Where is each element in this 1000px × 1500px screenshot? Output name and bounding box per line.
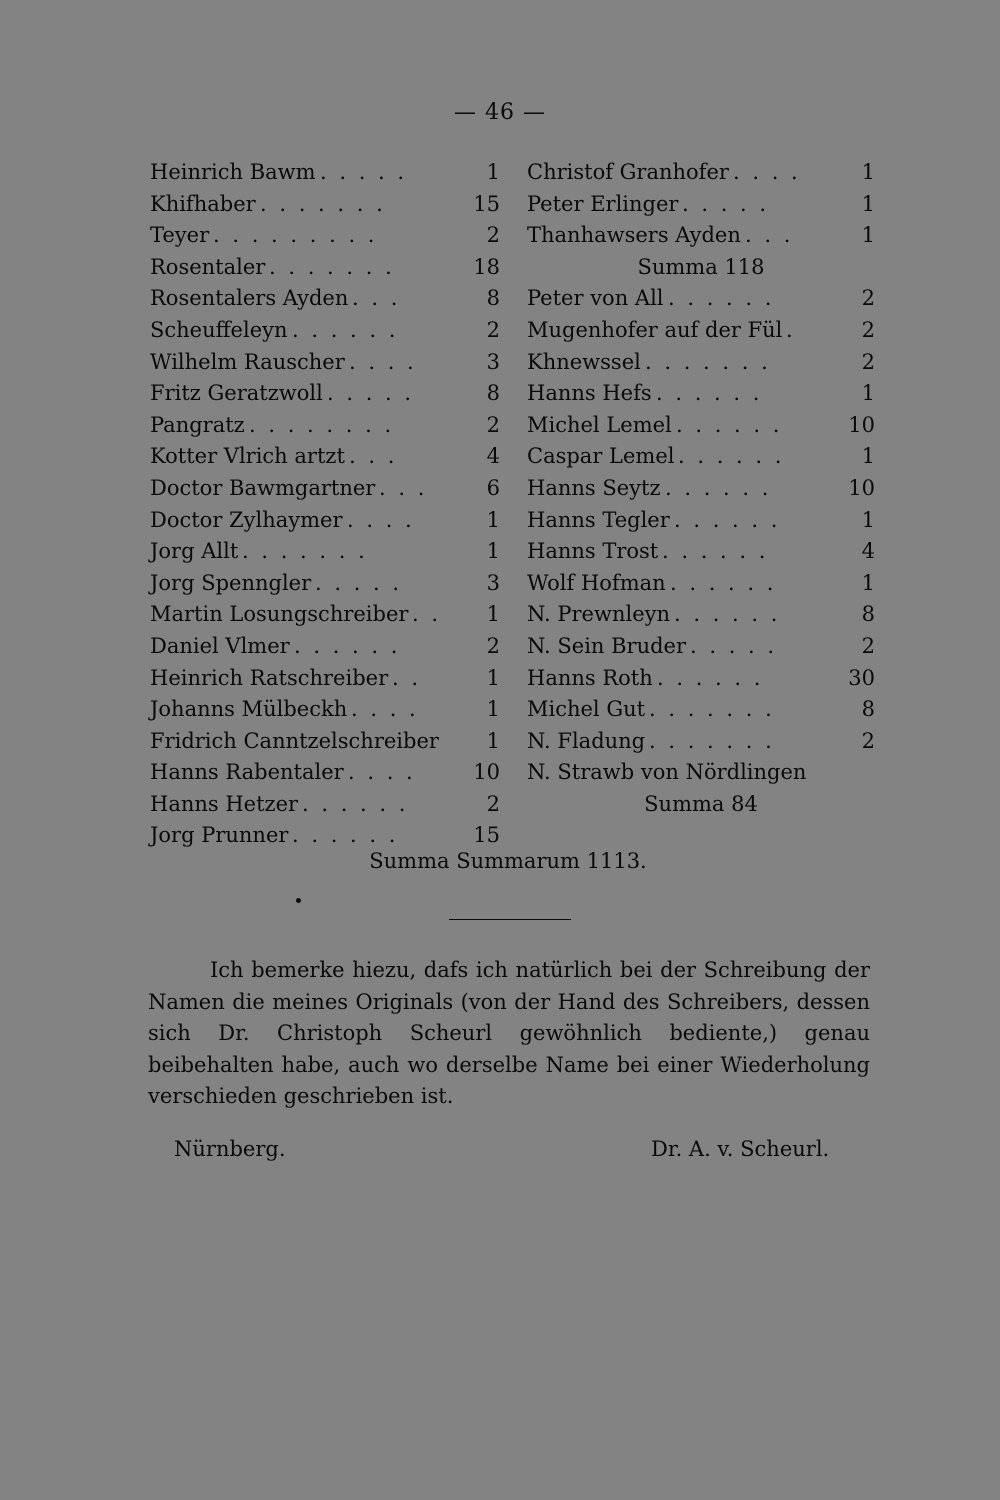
entry-name: Hanns Seytz bbox=[527, 475, 661, 500]
list-entry bbox=[527, 315, 875, 347]
list-entry bbox=[527, 283, 875, 315]
entry-name: Mugenhofer auf der Fül bbox=[527, 317, 783, 342]
entry-value: 2 bbox=[861, 317, 875, 342]
leader-dots: . . . . . . bbox=[668, 286, 775, 311]
entry-name: Jorg Allt bbox=[150, 539, 239, 564]
entry-value: 6 bbox=[486, 475, 500, 500]
entry-name: N. Strawb von Nördlingen bbox=[527, 760, 807, 785]
list-entry bbox=[527, 410, 875, 442]
list-entry bbox=[150, 757, 500, 789]
list-entry bbox=[527, 568, 875, 600]
leader-dots: . . . . . bbox=[682, 191, 770, 216]
list-entry bbox=[150, 410, 500, 442]
author-signature: Dr. A. v. Scheurl. bbox=[651, 1137, 830, 1161]
entry-value: 4 bbox=[486, 444, 500, 469]
list-entry bbox=[527, 599, 875, 631]
entry-value: 2 bbox=[486, 633, 500, 658]
entry-name: Thanhawsers Ayden bbox=[527, 223, 741, 248]
stray-dot bbox=[296, 898, 301, 903]
list-entry bbox=[150, 220, 500, 252]
list-entry bbox=[527, 378, 875, 410]
entry-value: 2 bbox=[861, 286, 875, 311]
entry-name: Hanns Trost bbox=[527, 539, 659, 564]
entry-value: 10 bbox=[848, 475, 875, 500]
grand-total: Summa Summarum 1113. bbox=[369, 849, 647, 873]
entry-name: Khifhaber bbox=[150, 191, 256, 216]
entry-name: Fritz Geratzwoll bbox=[150, 381, 323, 406]
list-entry bbox=[150, 820, 500, 852]
list-entry bbox=[527, 157, 875, 189]
list-entry bbox=[527, 347, 875, 379]
entry-name: Pangratz bbox=[150, 412, 245, 437]
entry-name: Wolf Hofman bbox=[527, 570, 666, 595]
leader-dots: . . . . . . . bbox=[260, 191, 386, 216]
entry-name: Kotter Vlrich artzt bbox=[150, 444, 345, 469]
place-of-writing: Nürnberg. bbox=[174, 1137, 286, 1161]
list-entry bbox=[150, 536, 500, 568]
leader-dots: . . . . bbox=[347, 507, 415, 532]
leader-dots: . . . . . bbox=[320, 160, 408, 184]
leader-dots: . . . . bbox=[733, 160, 801, 184]
list-entry bbox=[527, 757, 875, 789]
entry-value: 1 bbox=[861, 507, 875, 532]
entry-name: Hanns Hetzer bbox=[150, 791, 299, 816]
entry-value: 8 bbox=[486, 381, 500, 406]
leader-dots: . . . . . . bbox=[674, 602, 781, 627]
list-entry bbox=[527, 441, 875, 473]
list-entry bbox=[150, 315, 500, 347]
entry-name: Teyer bbox=[150, 223, 210, 248]
entry-value: 1 bbox=[861, 381, 875, 406]
entry-value: 3 bbox=[486, 349, 500, 374]
leader-dots: . . . . . . bbox=[292, 823, 399, 848]
list-entry bbox=[150, 505, 500, 537]
leader-dots: . . . . . . . bbox=[242, 539, 368, 564]
entry-value: 2 bbox=[861, 633, 875, 658]
entry-name: Michel Lemel bbox=[527, 412, 672, 437]
entry-value: 2 bbox=[861, 728, 875, 753]
leader-dots: . . . . . . bbox=[302, 791, 409, 816]
entry-name: N. Sein Bruder bbox=[527, 633, 687, 658]
list-entry bbox=[527, 663, 875, 695]
entry-name: Jorg Spenngler bbox=[150, 570, 312, 595]
entry-name: Scheuffeleyn bbox=[150, 317, 288, 342]
leader-dots: . . . . . bbox=[327, 381, 415, 406]
entry-value: 3 bbox=[486, 570, 500, 595]
section-divider bbox=[449, 919, 571, 920]
leader-dots: . . bbox=[392, 665, 422, 690]
subtotal-label: Summa 118 bbox=[637, 254, 765, 279]
list-entry bbox=[527, 631, 875, 663]
entry-value: 18 bbox=[473, 254, 500, 279]
list-entry bbox=[150, 789, 500, 821]
entry-name: Hanns Roth bbox=[527, 665, 653, 690]
leader-dots: . . bbox=[412, 602, 442, 627]
entry-name: Michel Gut bbox=[527, 697, 646, 722]
entry-name: Fridrich Canntzelschreiber bbox=[150, 728, 439, 753]
entry-value: 1 bbox=[486, 539, 500, 564]
leader-dots: . . . . bbox=[348, 760, 416, 785]
list-entry bbox=[527, 220, 875, 252]
entry-value: 8 bbox=[486, 286, 500, 311]
list-entry bbox=[527, 505, 875, 537]
entry-name: Heinrich Bawm bbox=[150, 160, 316, 184]
entry-name: N. Prewnleyn bbox=[527, 602, 671, 627]
leader-dots: . . . . . . bbox=[678, 444, 785, 469]
entry-name: Hanns Rabentaler bbox=[150, 760, 344, 785]
entry-name: N. Fladung bbox=[527, 728, 646, 753]
list-entry bbox=[150, 347, 500, 379]
subtotal-label: Summa 84 bbox=[644, 791, 758, 816]
leader-dots: . . . . . . bbox=[657, 665, 764, 690]
leader-dots: . . . . . bbox=[690, 633, 778, 658]
entry-value: 1 bbox=[861, 444, 875, 469]
editor-note: Ich bemerke hiezu, dafs ich natürlich bei der Schreibung der Namen die meines Originals (von der Hand des Schreibers, dessen sich Dr. Christoph Scheurl gewöhnlich bediente,) genau beibehalten habe, auch wo derselbe Name bei einer Wiederholung verschieden geschrieben ist. bbox=[148, 958, 870, 1108]
entry-name: Peter von All bbox=[527, 286, 664, 311]
entry-value: 1 bbox=[861, 570, 875, 595]
leader-dots: . . . bbox=[745, 223, 794, 248]
leader-dots: . . . bbox=[379, 475, 428, 500]
list-entry bbox=[527, 726, 875, 758]
leader-dots: . . . . bbox=[351, 697, 419, 722]
entry-name: Caspar Lemel bbox=[527, 444, 675, 469]
list-entry bbox=[150, 726, 500, 758]
list-entry bbox=[527, 189, 875, 221]
entry-name: Khnewssel bbox=[527, 349, 641, 374]
list-entry bbox=[150, 631, 500, 663]
right-name-column bbox=[527, 157, 875, 820]
entry-value: 30 bbox=[848, 665, 875, 690]
list-entry bbox=[527, 473, 875, 505]
list-entry bbox=[150, 441, 500, 473]
entry-value: 2 bbox=[486, 412, 500, 437]
column-subtotal bbox=[527, 789, 875, 821]
leader-dots: . . . . . . bbox=[662, 539, 769, 564]
entry-value: 15 bbox=[473, 191, 500, 216]
entry-value: 8 bbox=[861, 602, 875, 627]
entry-value: 1 bbox=[486, 602, 500, 627]
entry-name: Martin Losungschreiber bbox=[150, 602, 409, 627]
entry-value: 10 bbox=[473, 760, 500, 785]
entry-name: Doctor Bawmgartner bbox=[150, 475, 376, 500]
list-entry bbox=[527, 694, 875, 726]
leader-dots: . . . . . . . bbox=[645, 349, 771, 374]
list-entry bbox=[150, 157, 500, 189]
entry-value: 1 bbox=[486, 160, 500, 184]
entry-name: Peter Erlinger bbox=[527, 191, 679, 216]
list-entry bbox=[150, 599, 500, 631]
list-entry bbox=[527, 536, 875, 568]
leader-dots: . . . . . . bbox=[674, 507, 781, 532]
list-entry bbox=[150, 189, 500, 221]
entry-value: 15 bbox=[473, 823, 500, 848]
leader-dots: . . . bbox=[352, 286, 401, 311]
entry-name: Rosentalers Ayden bbox=[150, 286, 349, 311]
leader-dots: . bbox=[786, 317, 796, 342]
entry-value: 1 bbox=[861, 191, 875, 216]
entry-value: 1 bbox=[486, 728, 500, 753]
entry-value: 2 bbox=[486, 223, 500, 248]
entry-name: Daniel Vlmer bbox=[150, 633, 290, 658]
entry-name: Wilhelm Rauscher bbox=[150, 349, 345, 374]
leader-dots: . . . . . . bbox=[294, 633, 401, 658]
entry-value: 10 bbox=[848, 412, 875, 437]
entry-name: Heinrich Ratschreiber bbox=[150, 665, 389, 690]
entry-value: 1 bbox=[486, 665, 500, 690]
entry-value: 4 bbox=[861, 539, 875, 564]
leader-dots: . . . . . . . . bbox=[249, 412, 395, 437]
list-entry bbox=[150, 694, 500, 726]
list-entry bbox=[150, 473, 500, 505]
entry-value: 1 bbox=[486, 507, 500, 532]
leader-dots: . . . . . . . bbox=[649, 697, 775, 722]
entry-name: Jorg Prunner bbox=[150, 823, 289, 848]
leader-dots: . . . . . . . bbox=[649, 728, 775, 753]
leader-dots: . . . . . bbox=[315, 570, 403, 595]
leader-dots: . . . bbox=[349, 444, 398, 469]
column-subtotal bbox=[527, 252, 875, 284]
list-entry bbox=[150, 378, 500, 410]
entry-name: Hanns Tegler bbox=[527, 507, 670, 532]
leader-dots: . . . . . . . bbox=[269, 254, 395, 279]
entry-name: Rosentaler bbox=[150, 254, 266, 279]
left-name-column bbox=[150, 157, 500, 852]
entry-value: 2 bbox=[486, 317, 500, 342]
leader-dots: . . . . . . bbox=[676, 412, 783, 437]
entry-name: Doctor Zylhaymer bbox=[150, 507, 343, 532]
list-entry bbox=[150, 568, 500, 600]
leader-dots: . . . . . . bbox=[665, 475, 772, 500]
leader-dots: . . . . bbox=[349, 349, 417, 374]
leader-dots: . . . . . . bbox=[670, 570, 777, 595]
leader-dots: . . . . . . bbox=[292, 317, 399, 342]
page-number: — 46 — bbox=[454, 100, 546, 125]
list-entry bbox=[150, 252, 500, 284]
list-entry bbox=[150, 663, 500, 695]
entry-value: 8 bbox=[861, 697, 875, 722]
entry-value: 2 bbox=[861, 349, 875, 374]
entry-value: 2 bbox=[486, 791, 500, 816]
list-entry bbox=[150, 283, 500, 315]
entry-name: Christof Granhofer bbox=[527, 160, 729, 184]
entry-value: 1 bbox=[861, 223, 875, 248]
entry-value: 1 bbox=[861, 160, 875, 184]
leader-dots: . . . . . . . . . bbox=[213, 223, 378, 248]
entry-value: 1 bbox=[486, 697, 500, 722]
leader-dots: . . . . . . bbox=[656, 381, 763, 406]
entry-name: Hanns Hefs bbox=[527, 381, 652, 406]
entry-name: Johanns Mülbeckh bbox=[150, 697, 348, 722]
